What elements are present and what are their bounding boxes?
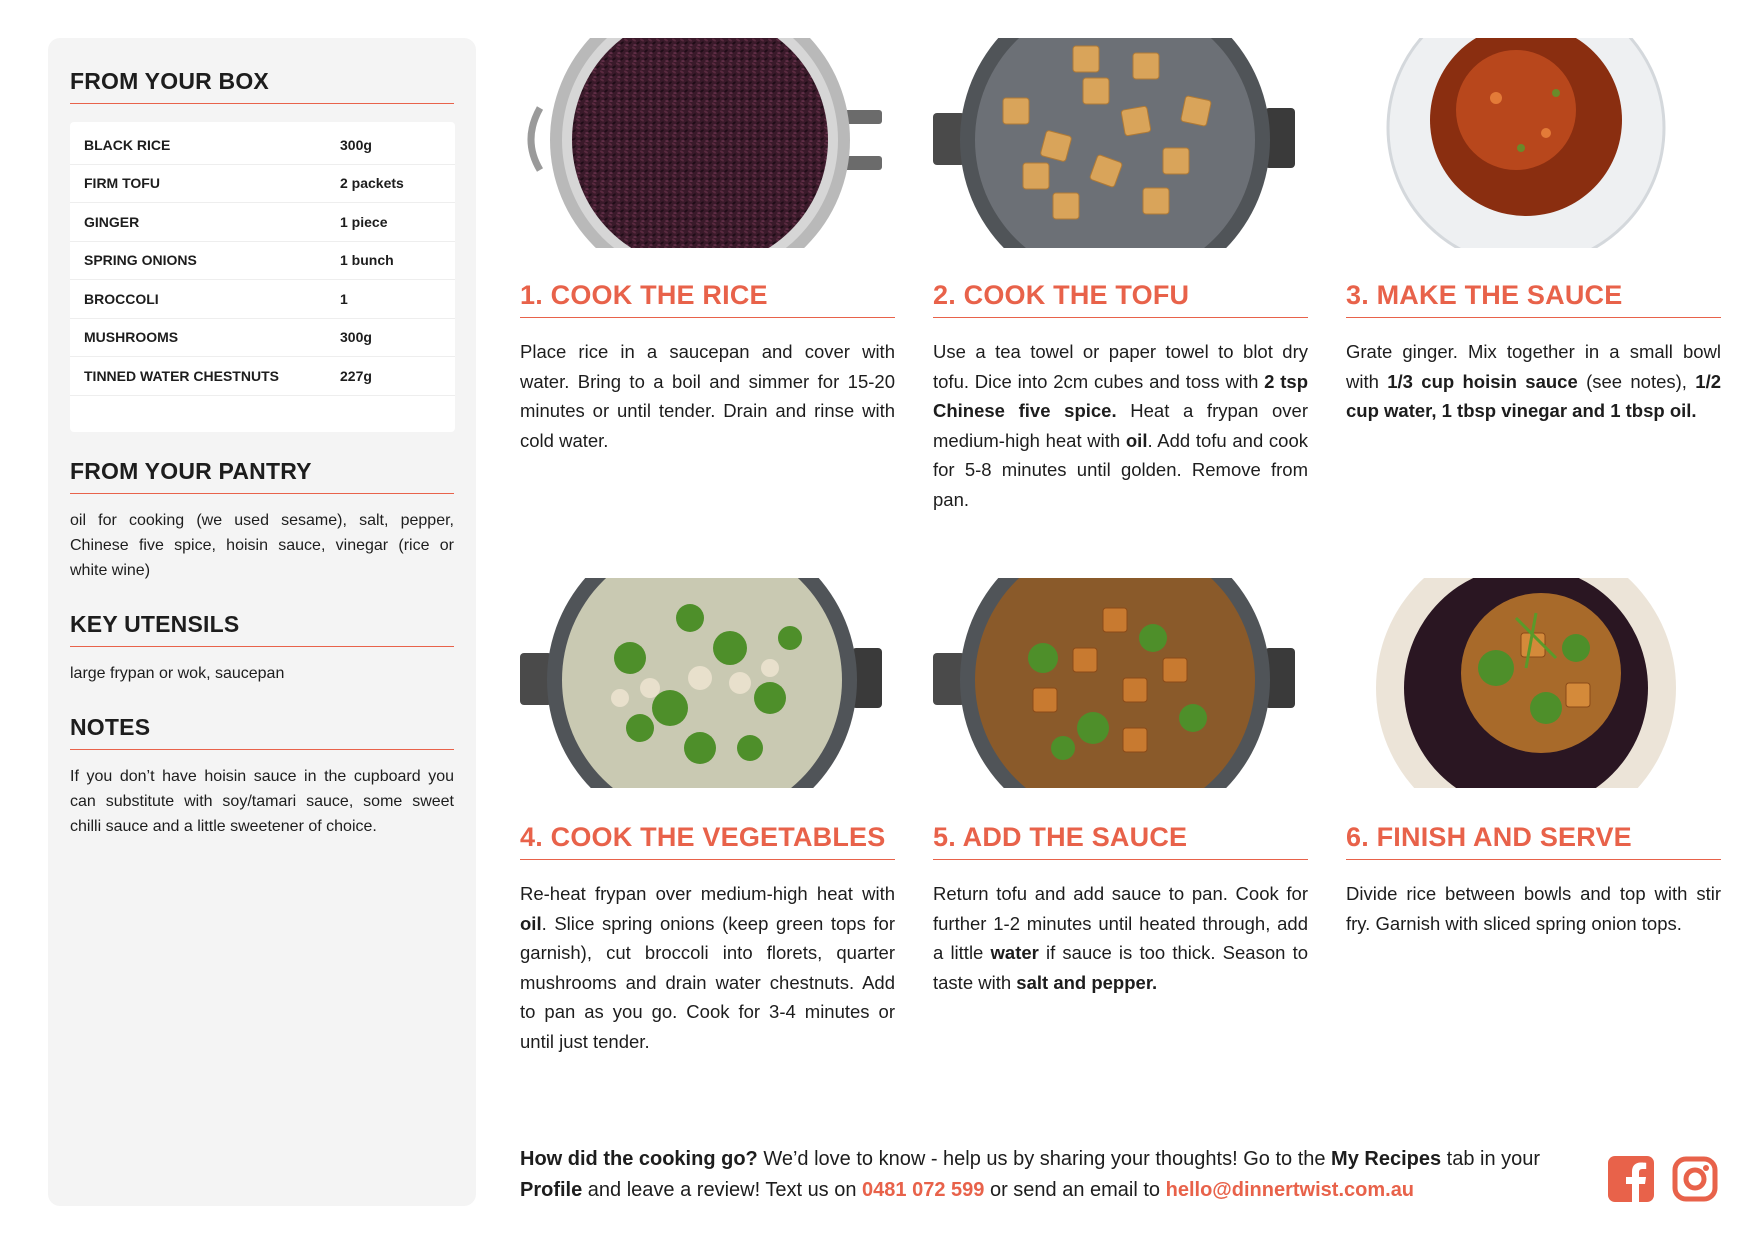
ingredient-qty: 1 bunch — [340, 252, 394, 269]
ingredient-name: BROCCOLI — [84, 290, 159, 307]
ingredient-qty: 300g — [340, 329, 372, 346]
notes-text: If you don’t have hoisin sauce in the cupboard you can substitute with soy/tamari sauce, some sweet chilli sauce and a little sweetener of choice. — [70, 768, 454, 835]
step-6-body — [1346, 879, 1721, 938]
step-2-body — [933, 337, 1308, 514]
ingredient-row — [70, 165, 455, 204]
step-2-title: 2. COOK THE TOFU — [933, 280, 1308, 318]
step-4-body — [520, 879, 895, 1056]
ingredient-qty: 227g — [340, 367, 372, 384]
ingredient-name: FIRM TOFU — [84, 175, 160, 192]
text-run: Divide rice between bowls and top with stir fry. Garnish with sliced spring onion tops. — [1346, 883, 1721, 934]
bold-run: 2 tsp Chinese five spice. — [933, 370, 1308, 421]
ingredient-row — [70, 203, 455, 242]
ingredient-table — [70, 122, 455, 432]
step-1-body — [520, 337, 895, 455]
ingredient-row — [70, 357, 455, 396]
ingredient-row — [70, 280, 455, 319]
text-run: We’d love to know - help us by sharing your thoughts! Go to the — [757, 1148, 1332, 1170]
utensils-text: large frypan or wok, saucepan — [70, 665, 285, 682]
step-4-photo — [520, 578, 882, 788]
text-run: Return tofu and add sauce to pan. Cook for further 1-2 minutes until heated through, add a little — [933, 883, 1308, 963]
bold-run: 1/2 cup water, 1 tbsp vinegar and 1 tbsp oil. — [1346, 370, 1721, 421]
ingredient-name: GINGER — [84, 213, 140, 230]
text-run: Re-heat frypan over medium-high heat with — [520, 883, 895, 904]
notes-heading: NOTES — [70, 714, 454, 750]
instagram-icon — [1672, 1156, 1718, 1202]
bold-run: 1/3 cup hoisin sauce — [1387, 370, 1578, 392]
text-run: (see notes), — [1577, 370, 1696, 392]
step-5-photo — [933, 578, 1295, 788]
pantry-text: oil for cooking (we used sesame), salt, pepper, Chinese five spice, hoisin sauce, vinegar (rice or white wine) — [70, 512, 454, 579]
ingredient-name: BLACK RICE — [84, 136, 171, 153]
bold-run: How did the cooking go? — [520, 1148, 758, 1170]
instagram-link[interactable] — [1672, 1156, 1718, 1202]
text-run: . Add tofu and cook for 5-8 minutes until golden. Remove from pan. — [933, 429, 1308, 510]
step-3-title: 3. MAKE THE SAUCE — [1346, 280, 1721, 318]
feedback-footer — [520, 1144, 1580, 1206]
text-run: or send an email to — [984, 1179, 1166, 1201]
utensils-section — [70, 611, 454, 686]
bold-run: My Recipes — [1331, 1148, 1442, 1170]
step-4-title: 4. COOK THE VEGETABLES — [520, 822, 895, 860]
step-6-photo — [1346, 578, 1708, 788]
step-6-title: 6. FINISH AND SERVE — [1346, 822, 1721, 860]
step-3-photo — [1346, 38, 1708, 248]
ingredient-qty: 300g — [340, 136, 372, 153]
bold-run: oil — [1125, 429, 1148, 451]
bold-run: oil — [520, 912, 542, 934]
utensils-heading: KEY UTENSILS — [70, 611, 454, 647]
step-3-body — [1346, 337, 1721, 426]
box-heading: FROM YOUR BOX — [70, 68, 454, 104]
bold-run: Profile — [520, 1179, 583, 1201]
facebook-link[interactable] — [1608, 1156, 1654, 1202]
bold-run: water — [990, 942, 1039, 963]
text-run: . Slice spring onions (keep green tops for garnish), cut broccoli into florets, quarter mushrooms and drain water chestnuts. Add to pan as you go. Cook for 3-4 minutes or until just tender. — [520, 912, 895, 1052]
ingredient-row-empty — [70, 396, 455, 435]
ingredient-row — [70, 319, 455, 358]
contact-link[interactable]: 0481 072 599 — [862, 1179, 985, 1201]
text-run: Place rice in a saucepan and cover with water. Bring to a boil and simmer for 15-20 minutes or until tender. Drain and rinse with cold water. — [520, 341, 895, 451]
step-1-photo — [520, 38, 882, 248]
ingredient-row — [70, 242, 455, 281]
step-5-body — [933, 879, 1308, 997]
text-run: and leave a review! Text us on — [582, 1179, 863, 1201]
pantry-section — [70, 458, 454, 583]
text-run: tab in your — [1441, 1148, 1541, 1170]
contact-link[interactable]: hello@dinnertwist.com.au — [1165, 1179, 1415, 1201]
ingredient-row — [70, 126, 455, 165]
ingredient-qty: 1 — [340, 290, 348, 307]
text-run: Grate ginger. Mix together in a small bowl with — [1346, 341, 1721, 392]
text-run: Heat a frypan over medium-high heat with — [933, 400, 1308, 451]
facebook-icon — [1608, 1156, 1654, 1202]
bold-run: salt and pepper. — [1016, 971, 1158, 993]
text-run: Use a tea towel or paper towel to blot dry tofu. Dice into 2cm cubes and toss with — [933, 341, 1308, 392]
step-5-title: 5. ADD THE SAUCE — [933, 822, 1308, 860]
ingredient-qty: 2 packets — [340, 175, 404, 192]
text-run: if sauce is too thick. Season to taste with — [933, 942, 1309, 993]
ingredient-qty: 1 piece — [340, 213, 388, 230]
ingredient-name: SPRING ONIONS — [84, 252, 197, 269]
pantry-heading: FROM YOUR PANTRY — [70, 458, 454, 494]
notes-section — [70, 714, 454, 839]
step-2-photo — [933, 38, 1295, 248]
ingredient-name: MUSHROOMS — [84, 329, 179, 346]
ingredients-sidebar — [48, 38, 476, 1206]
ingredient-name: TINNED WATER CHESTNUTS — [84, 367, 279, 384]
step-1-title: 1. COOK THE RICE — [520, 280, 895, 318]
